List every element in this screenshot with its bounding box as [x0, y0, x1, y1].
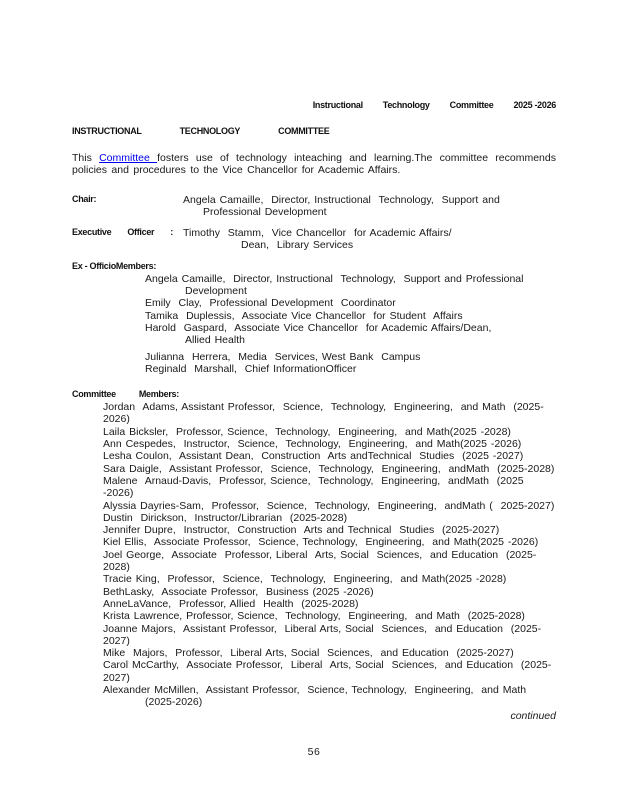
running-header-word: Committee [449, 100, 494, 110]
committee-member [103, 401, 556, 426]
committee-member [103, 450, 556, 462]
member-line: Laila Bicksler, Professor, Science, Technology, Engineering, and Math(2025 -2028) [103, 425, 511, 438]
continued-note: continued [510, 709, 556, 722]
page-title [72, 126, 556, 137]
chair-value [183, 194, 500, 219]
ex-officio-label: Ex - OfficioMembers: [72, 260, 157, 271]
member-line: Tracie King, Professor, Science, Technology, Engineering, and Math(2025 -2028) [103, 573, 507, 586]
committee-members-section [72, 389, 556, 708]
member-line: Alexander McMillen, Assistant Professor, Science, Technology, Engineering, and Math [103, 683, 527, 696]
ex-officio-member [145, 363, 556, 375]
intro-paragraph [72, 152, 556, 177]
committee-member [103, 659, 556, 684]
member-line: Krista Lawrence, Professor, Science, Technology, Engineering, and Math (2025-2028) [103, 610, 525, 623]
ex-officio-list [145, 273, 556, 375]
ex-officio-member [145, 322, 556, 347]
executive-officer-label-word: Executive [72, 227, 112, 238]
committee-member [103, 500, 556, 512]
ex-officio-member [145, 310, 556, 322]
committee-member [103, 586, 556, 598]
ex-officio-member [145, 273, 556, 298]
committee-members-label-word: Members: [138, 389, 179, 400]
member-line: Angela Camaille, Director, Instructional Technology, Support and Professional [145, 272, 524, 285]
committee-member [103, 512, 556, 524]
member-line: Jennifer Dupre, Instructor, Construction Arts and Technical Studies (2025-2027) [103, 524, 500, 537]
member-line: Kiel Ellis, Associate Professor, Science, Technology, Engineering, and Math(2025 -2026) [103, 536, 539, 549]
committee-member [103, 536, 556, 548]
member-line: Jordan Adams, Assistant Professor, Science, Technology, Engineering, and Math (2025-2026) [103, 401, 544, 426]
member-line: Malene Arnaud-Davis, Professor, Science, Technology, Engineering, andMath (2025 -2026) [103, 474, 528, 500]
member-line: Alyssia Dayries-Sam, Professor, Science, Technology, Engineering, andMath ( 2025-2027) [103, 499, 555, 512]
running-header-word: Instructional [312, 100, 363, 110]
committee-member [103, 623, 556, 648]
committee-member [103, 684, 556, 709]
member-line: BethLasky, Associate Professor, Business (2025 -2026) [103, 585, 374, 598]
executive-officer-value [183, 227, 452, 252]
committee-member [103, 438, 556, 450]
title-word: TECHNOLOGY [179, 126, 241, 136]
committee-members-label-word: Committee [72, 389, 116, 400]
page-number: 56 [307, 745, 321, 758]
member-line: Harold Gaspard, Associate Vice Chancellor for Academic Affairs/Dean, [145, 321, 492, 334]
committee-member [103, 573, 556, 585]
committee-member [103, 426, 556, 438]
member-line: Dustin Dirickson, Instructor/Librarian (2025-2028) [103, 511, 348, 524]
running-header [72, 100, 556, 111]
member-line: Sara Daigle, Assistant Professor, Science, Technology, Engineering, andMath (2025-2028) [103, 462, 555, 475]
committee-member [103, 610, 556, 622]
chair-row [72, 194, 556, 219]
committee-member [103, 463, 556, 475]
executive-officer-line: Dean, Library Services [241, 239, 354, 252]
committee-member [103, 524, 556, 536]
member-line: Mike Majors, Professor, Liberal Arts, Social Sciences, and Education (2025-2027) [103, 647, 514, 660]
committee-member [103, 549, 556, 574]
ex-officio-member [145, 351, 556, 363]
running-header-word: Technology [382, 100, 430, 110]
ex-officio-section [72, 261, 556, 375]
member-line: Carol McCarthy, Associate Professor, Liberal Arts, Social Sciences, and Education (2025-2027) [103, 659, 552, 684]
intro-text-after: fosters use of technology inteaching and learning.The committee recommends policies and procedures to the Vice Chancellor for Academic Affairs. [72, 152, 556, 177]
committee-members-label [72, 389, 556, 400]
committee-member [103, 475, 556, 500]
committee-member [103, 598, 556, 610]
member-line: Reginald Marshall, Chief InformationOfficer [145, 362, 357, 375]
chair-line: Professional Development [203, 205, 327, 218]
member-line: Lesha Coulon, Assistant Dean, Construction Arts andTechnical Studies (2025 -2027) [103, 450, 524, 463]
executive-officer-label-word: : [170, 227, 173, 238]
member-line: AnneLaVance, Professor, Allied Health (2025-2028) [103, 597, 359, 610]
member-line: Joanne Majors, Assistant Professor, Liberal Arts, Social Sciences, and Education (2025-2027) [103, 622, 542, 647]
executive-officer-label-word: Officer [127, 227, 155, 238]
chair-label: Chair: [72, 193, 97, 204]
member-line: Ann Cespedes, Instructor, Science, Technology, Engineering, and Math(2025 -2026) [103, 438, 522, 451]
committee-member [103, 647, 556, 659]
member-line: (2025-2026) [145, 696, 203, 709]
member-line: Tamika Duplessis, Associate Vice Chancellor for Student Affairs [145, 309, 463, 322]
chair-line: Angela Camaille, Director, Instructional Technology, Support and [183, 193, 500, 206]
ex-officio-member [145, 297, 556, 309]
member-line: Joel George, Associate Professor, Liberal Arts, Social Sciences, and Education (2025-2028) [103, 548, 537, 574]
member-line: Emily Clay, Professional Development Coordinator [145, 297, 396, 310]
executive-officer-label [72, 227, 183, 252]
committee-link[interactable]: Committee [99, 152, 158, 164]
member-line: Julianna Herrera, Media Services, West Bank Campus [145, 350, 421, 363]
member-line: Allied Health [185, 334, 245, 347]
running-header-word: 2025 -2026 [513, 100, 556, 110]
title-word: COMMITTEE [278, 126, 330, 136]
intro-text-before: This [72, 152, 100, 164]
title-word: INSTRUCTIONAL [72, 126, 142, 136]
executive-officer-row [72, 227, 556, 252]
executive-officer-line: Timothy Stamm, Vice Chancellor for Academic Affairs/ [183, 227, 452, 240]
committee-members-list [103, 401, 556, 708]
member-line: Development [185, 285, 247, 298]
